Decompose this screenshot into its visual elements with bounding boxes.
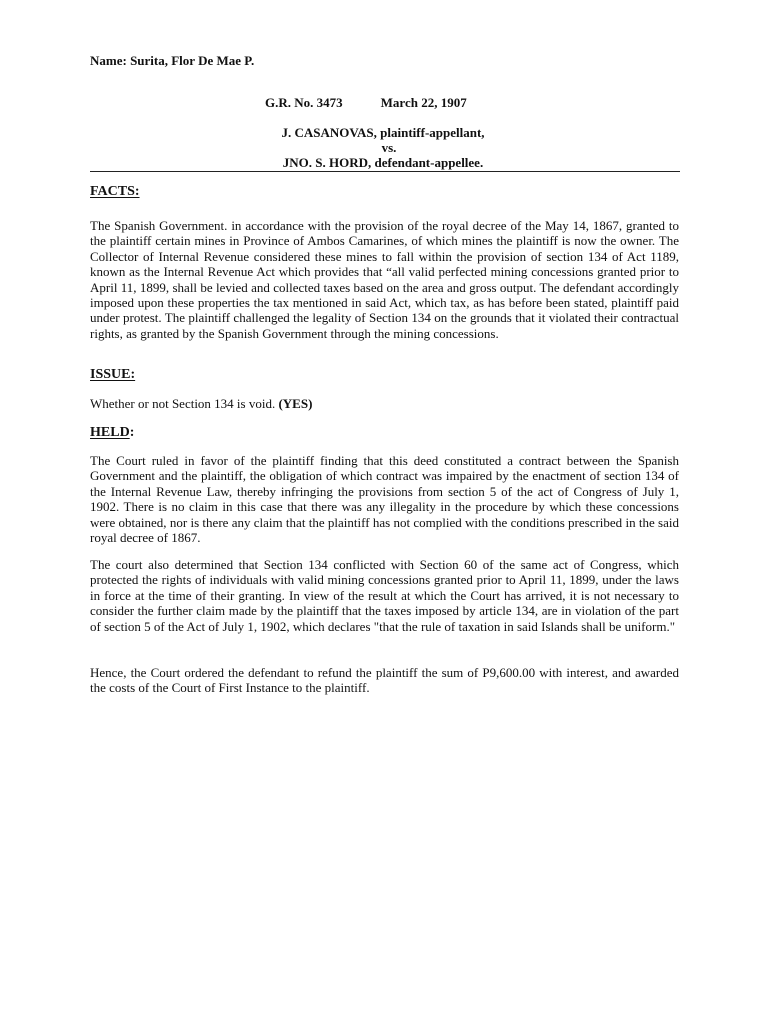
issue-heading: ISSUE: [90, 367, 136, 382]
case-parties [90, 125, 680, 170]
student-name: Name: Surita, Flor De Mae P. [90, 53, 255, 68]
issue-question: Whether or not Section 134 is void. [90, 396, 276, 411]
held-paragraph-2: The court also determined that Section 134 conflicted with Section 60 of the same act of Congress, which protected the rights of individuals with valid mining concessions granted prior to April 11, 1899, under the laws in force at the time of their granting. In view of the result at which the Court has arrived, it is not necessary to consider the further claim made by the plaintiff that the taxes imposed by article 134, are in violation of the part of section 5 of the Act of July 1, 1902, which declares "that the rule of taxation in said Islands shall be uniform." [90, 557, 679, 634]
issue-answer: (YES) [278, 396, 313, 411]
plaintiff-line: J. CASANOVAS, plaintiff-appellant, [281, 125, 485, 140]
held-paragraph-3: Hence, the Court ordered the defendant to refund the plaintiff the sum of P9,600.00 with interest, and awarded the costs of the Court of First Instance to the plaintiff. [90, 665, 679, 696]
held-heading-label: HELD [90, 425, 130, 440]
versus-line: vs. [381, 140, 397, 155]
held-heading [90, 425, 134, 440]
held-paragraph-1: The Court ruled in favor of the plaintiff finding that this deed constituted a contract between the Spanish Government and the plaintiff, the obligation of which contract was impaired by the enactment of section 134 of the Internal Revenue Law, thereby infringing the provisions from section 5 of the act of Congress of July 1, 1902. There is no claim in this case that there was any illegality in the procedure by which these concessions were obtained, nor is there any claim that the plaintiff has not complied with the conditions prescribed in the said royal decree of 1867. [90, 453, 679, 546]
case-number: G.R. No. 3473 [265, 95, 343, 110]
issue-paragraph [90, 396, 679, 411]
case-date: March 22, 1907 [380, 95, 467, 110]
case-citation [265, 95, 467, 110]
header-divider [90, 171, 680, 172]
facts-paragraph: The Spanish Government. in accordance with the provision of the royal decree of the May 14, 1867, granted to the plaintiff certain mines in Province of Ambos Camarines, of which mines the plaintiff is now the owner. The Collector of Internal Revenue considered these mines to fall within the provision of section 134 of Act 1189, known as the Internal Revenue Act which provides that “all valid perfected mining concessions granted prior to April 11, 1899, shall be levied and collected taxes based on the area and gross output. The defendant accordingly imposed upon these properties the tax mentioned in said Act, which tax, as has before been stated, plaintiff paid under protest. The plaintiff challenged the legality of Section 134 on the grounds that it violated their contractual rights, as granted by the Spanish Government through the mining concessions. [90, 218, 679, 341]
held-heading-colon: : [129, 425, 135, 440]
facts-heading: FACTS: [90, 184, 140, 199]
defendant-line: JNO. S. HORD, defendant-appellee. [282, 155, 484, 170]
